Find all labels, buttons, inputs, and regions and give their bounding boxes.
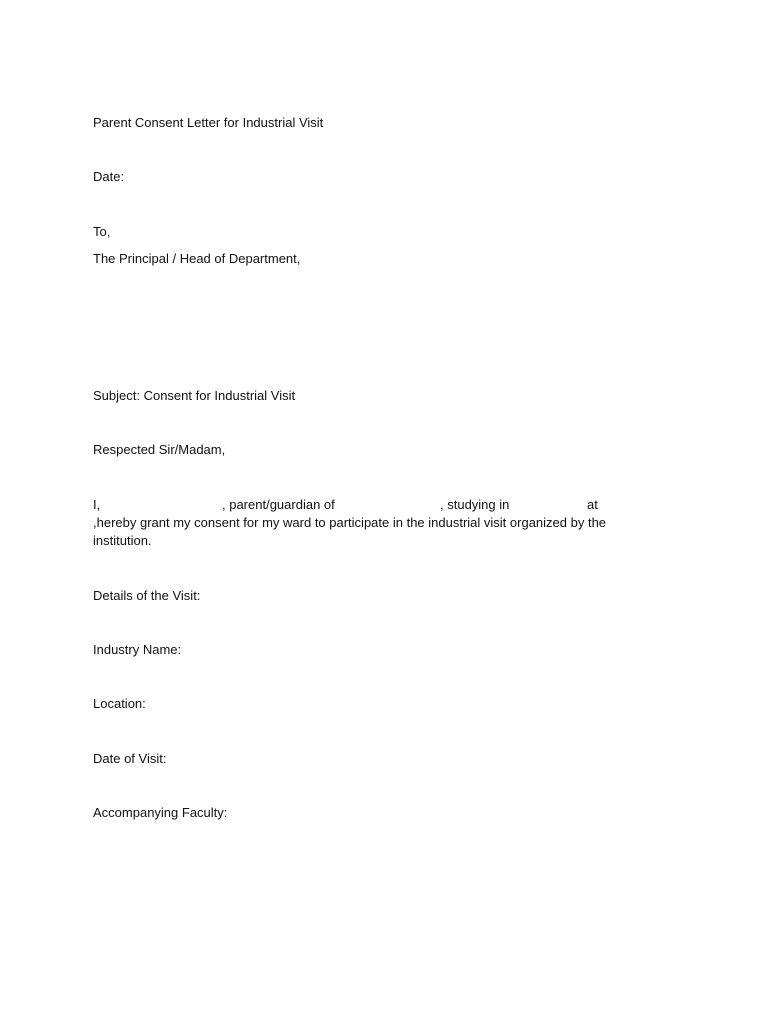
consent-first-line [93,496,633,514]
document-title: Parent Consent Letter for Industrial Visit [93,115,324,130]
recipient-line: The Principal / Head of Department, [93,251,301,266]
consent-text-parent: , parent/guardian of [222,497,335,512]
date-of-visit-label: Date of Visit: [93,751,167,766]
consent-text-i: I, [93,497,101,512]
location-label: Location: [93,696,146,711]
salutation: Respected Sir/Madam, [93,442,226,457]
consent-text-studying: , studying in [440,497,510,512]
details-heading: Details of the Visit: [93,588,201,603]
subject-line: Subject: Consent for Industrial Visit [93,388,296,403]
industry-name-label: Industry Name: [93,642,182,657]
consent-paragraph [93,496,633,550]
consent-text-at: at [587,497,598,512]
accompanying-faculty-label: Accompanying Faculty: [93,805,228,820]
consent-continuation: ,hereby grant my consent for my ward to participate in the industrial visit organized by the institution. [93,515,607,548]
date-label: Date: [93,169,125,184]
to-label: To, [93,224,111,239]
